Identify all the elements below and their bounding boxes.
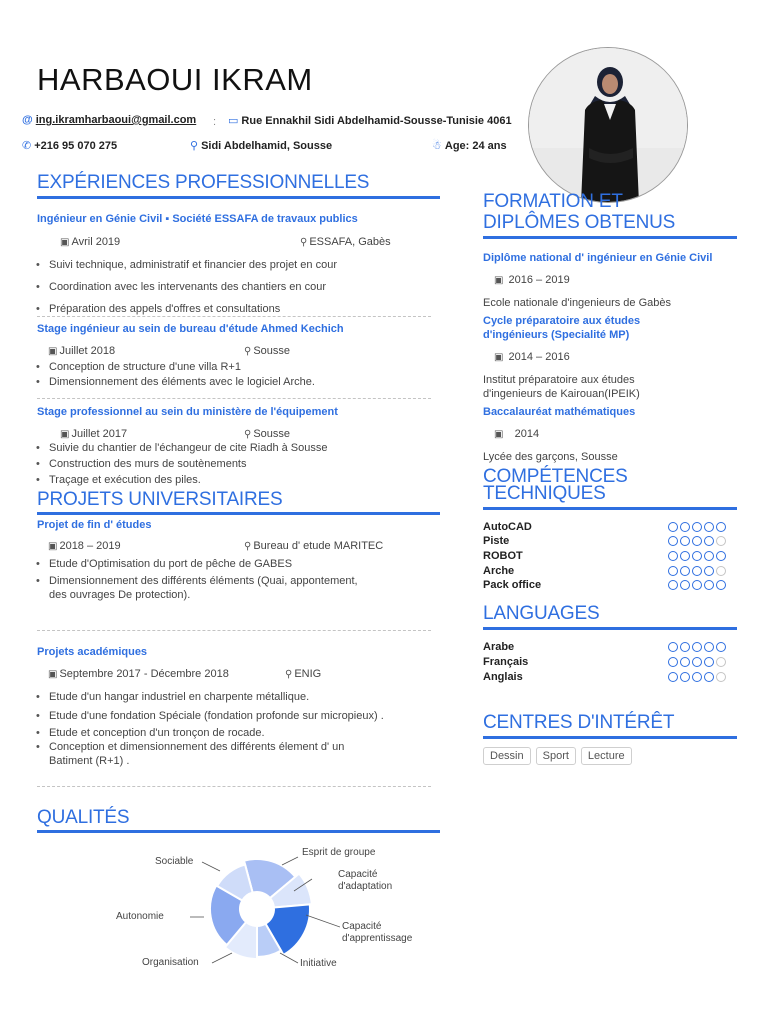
experience-place: ⚲ Sousse [244,428,291,440]
phone-row [22,139,117,152]
rating-dot-empty [716,657,726,667]
email-link[interactable]: ing.ikramharbaoui@gmail.com [35,114,197,126]
formation-title-line2: DIPLÔMES OBTENUS [483,212,676,233]
project-bullet: • Dimensionnement des différents éléments (Quai, appontement, [49,575,358,588]
project-date: ▣ 2018 – 2019 [48,540,121,552]
rating-dot-filled [716,522,726,532]
calendar-icon: ▣ [494,429,504,440]
rating-dot-filled [668,566,678,576]
experience-date: ▣ Juillet 2018 [48,345,116,357]
rating-dot-filled [680,566,690,576]
pin-icon: ⚲ [190,140,199,152]
rating-dot-filled [716,551,726,561]
experience-bullet: • Dimensionnement des éléments avec le logiciel Arche. [49,376,315,389]
divider [37,630,431,631]
quality-label: Esprit de groupe [302,847,376,858]
formation-underline [483,236,737,239]
quality-label: Autonomie [116,911,164,922]
interests-title: CENTRES D'INTÉRÊT [483,712,675,733]
rating-dot-filled [716,580,726,590]
projects-underline [37,512,440,515]
email-row [22,114,196,126]
rating-dot-filled [680,642,690,652]
skill-name: Pack office [483,579,542,591]
rating-dot-filled [680,536,690,546]
rating-dot-filled [680,551,690,561]
quality-label: Capacité [342,921,382,932]
skill-name: AutoCAD [483,521,532,533]
rating-dot-filled [704,657,714,667]
experience-place: ⚲ ESSAFA, Gabès [300,236,391,248]
experience-date: ▣ Juillet 2017 [60,428,128,440]
person-icon: ☃ [432,140,442,152]
skill-rating [668,566,726,576]
age-text: Age: 24 ans [444,140,507,152]
experience-bullet: • Coordination avec les intervenants des chantiers en cour [49,281,326,294]
skill-name: Piste [483,535,510,547]
skill-rating [668,536,726,546]
skills-title-line1: COMPÉTENCES [483,466,628,487]
experience-bullet: • Suivie du chantier de l'échangeur de cite Riadh à Sousse [49,442,328,455]
experience-bullet: • Préparation des appels d'offres et consultations [49,303,280,316]
pin-icon: ⚲ [244,429,252,440]
languages-title: LANGUAGES [483,603,600,624]
pin-icon: ⚲ [285,669,293,680]
experiences-title: EXPÉRIENCES PROFESSIONNELLES [37,172,370,193]
experience-place: ⚲ Sousse [244,345,291,357]
calendar-icon: ▣ [48,541,58,552]
rating-dot-filled [716,642,726,652]
quality-label: Initiative [300,958,337,969]
skill-name: Arche [483,565,515,577]
project-bullet: • Etude d'Optimisation du port de pêche de GABES [49,558,292,571]
project-bullet-continuation: Batiment (R+1) . [49,755,130,767]
rating-dot-filled [692,566,702,576]
at-icon: @ [22,114,33,126]
skill-rating [668,522,726,532]
experience-title: Ingénieur en Génie Civil ▪ Société ESSAFA de travaux publics [37,213,358,225]
formation-school: Institut préparatoire aux études [483,374,635,386]
project-title: Projet de fin d' études [37,519,152,531]
qualities-underline [37,830,440,833]
interests-tags [483,747,632,765]
formation-school: Lycée des garçons, Sousse [483,451,618,463]
calendar-icon: ▣ [494,275,504,286]
rating-dot-filled [668,536,678,546]
rating-dot-filled [668,580,678,590]
address-text: Rue Ennakhil Sidi Abdelhamid-Sousse-Tunisie 4061 [241,115,512,127]
skills-title-line2: TECHNIQUES [483,483,606,504]
rating-dot-empty [716,536,726,546]
divider [37,398,431,399]
formation-degree: Diplôme national d' ingénieur en Génie Civil [483,252,713,264]
phone-icon: ✆ [22,140,32,152]
experience-bullet: • Conception de structure d'une villa R+1 [49,361,241,374]
formation-date: ▣ 2014 – 2016 [494,351,570,363]
interest-tag: Sport [536,747,576,765]
language-rating [668,657,726,667]
card-icon: ▭ [228,115,239,127]
project-place: ⚲ Bureau d' etude MARITEC [244,540,384,552]
rating-dot-filled [668,642,678,652]
project-bullet-continuation: des ouvrages De protection). [49,589,191,601]
profile-photo [528,47,688,203]
profile-photo-illustration [529,48,688,203]
project-bullet: • Etude d'un hangar industriel en charpente métallique. [49,691,309,704]
formation-degree: Cycle préparatoire aux études [483,315,641,327]
rating-dot-filled [704,551,714,561]
formation-title-line1: FORMATION ET [483,191,623,212]
location-row [190,139,332,152]
experience-bullet: • Construction des murs de soutènements [49,458,247,471]
rating-dot-empty [716,672,726,682]
rating-dot-filled [668,522,678,532]
skill-rating [668,551,726,561]
experiences-underline [37,196,440,199]
experience-bullet: • Suivi technique, administratif et financier des projet en cour [49,259,337,272]
experience-date: ▣ Avril 2019 [60,236,121,248]
pin-icon: ⚲ [300,237,308,248]
interest-tag: Lecture [581,747,632,765]
rating-dot-filled [692,551,702,561]
experience-title: Stage ingénieur au sein de bureau d'étude Ahmed Kechich [37,323,344,335]
formation-degree-line2: d'ingénieurs (Specialité MP) [483,329,630,341]
calendar-icon: ▣ [60,429,70,440]
rating-dot-filled [680,522,690,532]
rating-dot-empty [716,566,726,576]
candidate-name: HARBAOUI IKRAM [37,62,313,97]
quality-label: d'apprentissage [342,933,413,944]
interests-underline [483,736,737,739]
qualities-title: QUALITÉS [37,807,130,828]
skill-name: ROBOT [483,550,523,562]
rating-dot-filled [692,642,702,652]
calendar-icon: ▣ [48,346,58,357]
pin-icon: ⚲ [244,541,252,552]
rating-dot-filled [692,580,702,590]
project-place: ⚲ ENIG [285,668,322,680]
formation-degree: Baccalauréat mathématiques [483,406,636,418]
project-bullet: • Conception et dimensionnement des différents élement d' un [49,741,344,754]
qualities-leader-lines [190,845,340,973]
quality-label: Sociable [155,856,194,867]
contact-separator: : [213,116,217,128]
address-row [228,114,512,127]
rating-dot-filled [680,580,690,590]
formation-date: ▣ 2016 – 2019 [494,274,570,286]
location-text: Sidi Abdelhamid, Sousse [201,140,333,152]
age-row [432,139,507,152]
rating-dot-filled [704,672,714,682]
language-rating [668,672,726,682]
skills-underline [483,507,737,510]
formation-school: Ecole nationale d'ingenieurs de Gabès [483,297,672,309]
pin-icon: ⚲ [244,346,252,357]
languages-underline [483,627,737,630]
rating-dot-filled [692,657,702,667]
skill-rating [668,580,726,590]
language-name: Anglais [483,671,523,683]
rating-dot-filled [668,551,678,561]
formation-date: ▣ 2014 [494,428,540,440]
rating-dot-filled [704,642,714,652]
rating-dot-filled [680,657,690,667]
rating-dot-filled [704,580,714,590]
phone-text: +216 95 070 275 [34,140,118,152]
rating-dot-filled [704,522,714,532]
project-date: ▣ Septembre 2017 - Décembre 2018 [48,668,229,680]
rating-dot-filled [692,522,702,532]
quality-label: Organisation [142,957,199,968]
project-title: Projets académiques [37,646,148,658]
calendar-icon: ▣ [494,352,504,363]
divider [37,316,431,317]
quality-label: Capacité [338,869,378,880]
experience-title: Stage professionnel au sein du ministère de l'équipement [37,406,338,418]
calendar-icon: ▣ [60,237,70,248]
rating-dot-filled [704,566,714,576]
language-name: Arabe [483,641,515,653]
language-name: Français [483,656,529,668]
rating-dot-filled [680,672,690,682]
rating-dot-filled [704,536,714,546]
language-rating [668,642,726,652]
calendar-icon: ▣ [48,669,58,680]
rating-dot-filled [668,672,678,682]
projects-title: PROJETS UNIVERSITAIRES [37,489,283,510]
quality-label: d'adaptation [338,881,393,892]
interest-tag: Dessin [483,747,531,765]
divider [37,786,431,787]
rating-dot-filled [692,536,702,546]
formation-school-line2: d'ingenieurs de Kairouan(IPEIK) [483,388,640,400]
experience-bullet: • Traçage et exécution des piles. [49,474,201,487]
rating-dot-filled [668,657,678,667]
rating-dot-filled [692,672,702,682]
project-bullet: • Etude d'une fondation Spéciale (fondation profonde sur micropieux) . [49,710,384,723]
project-bullet: • Etude et conception d'un tronçon de rocade. [49,727,265,740]
